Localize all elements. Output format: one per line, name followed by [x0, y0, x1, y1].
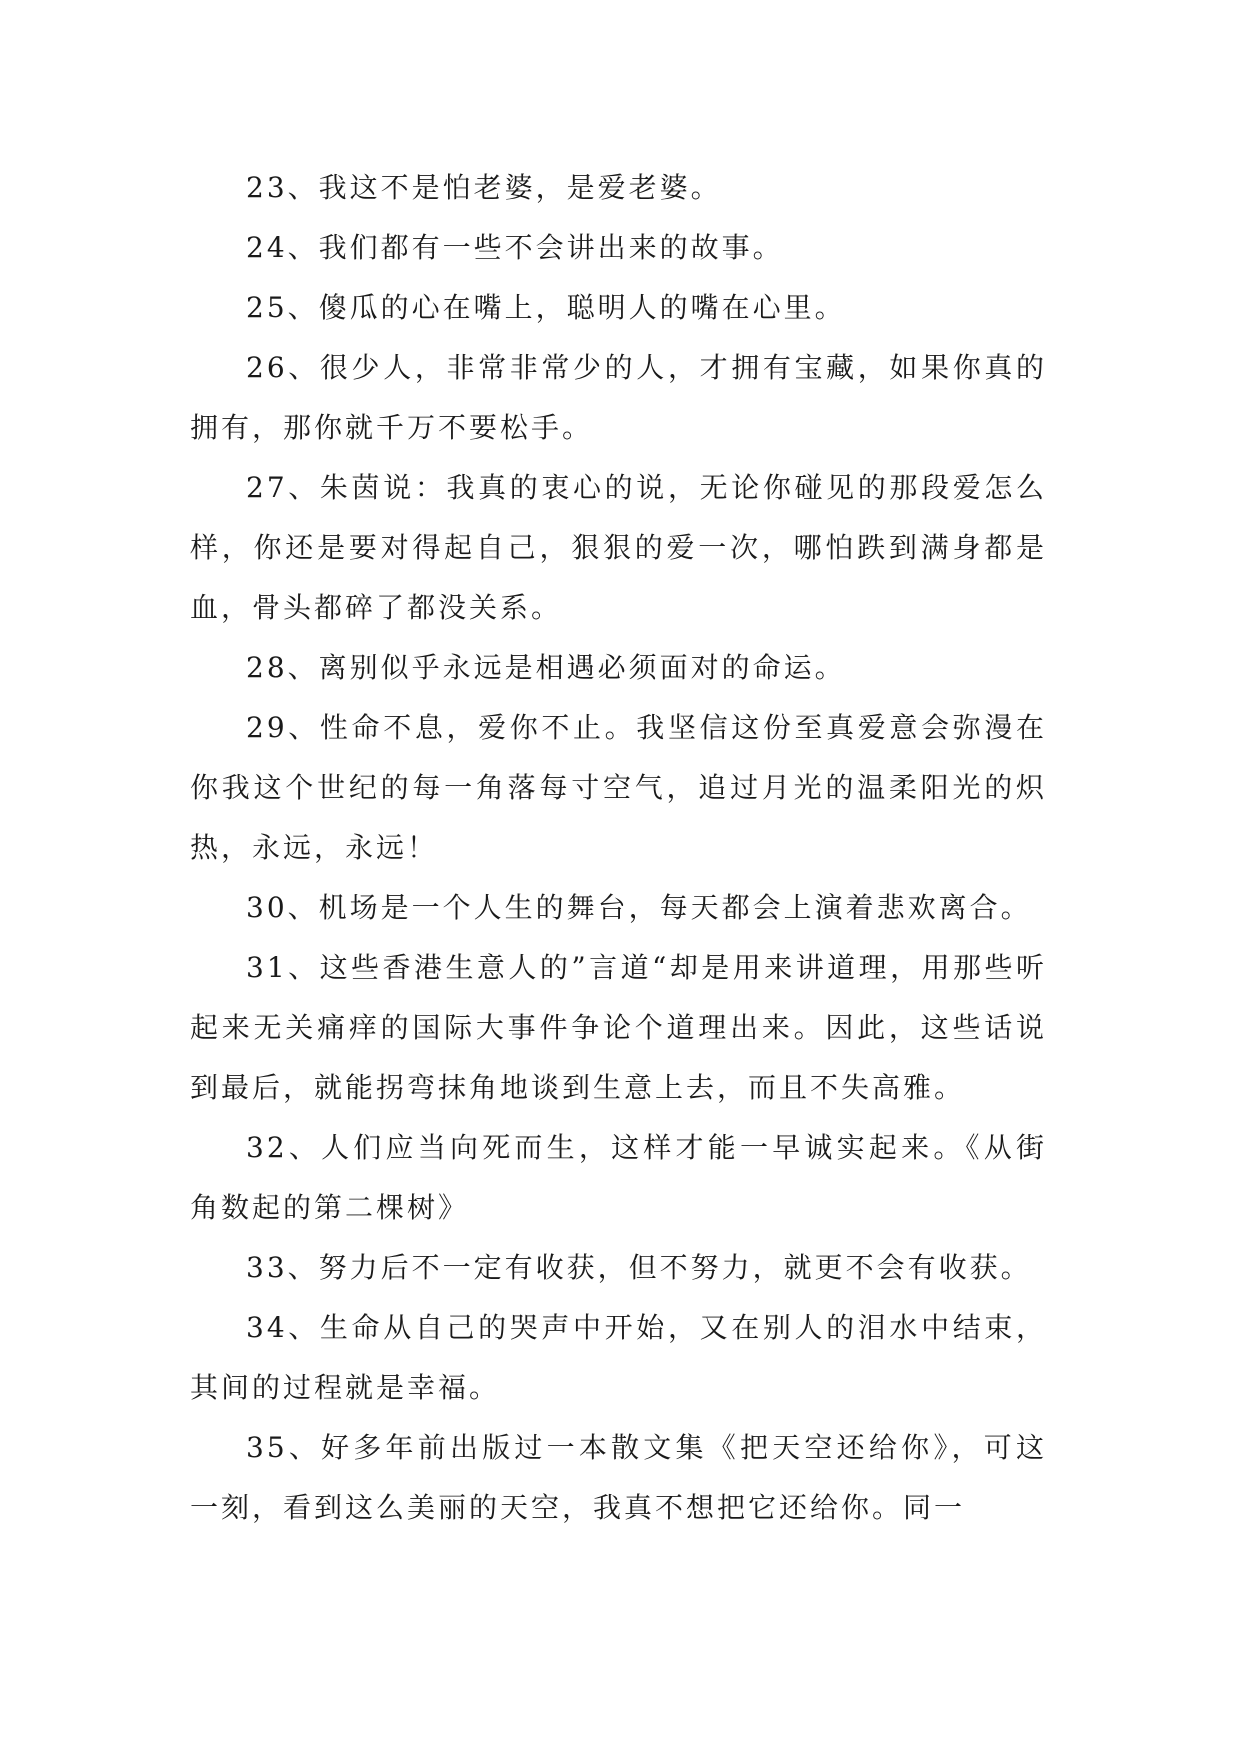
paragraph-26: 26、很少人，非常非常少的人，才拥有宝藏，如果你真的拥有，那你就千万不要松手。: [190, 351, 1047, 444]
document-page: [190, 158, 1047, 1538]
paragraph-28: 28、离别似乎永远是相遇必须面对的命运。: [246, 651, 846, 684]
paragraph-27: 27、朱茵说：我真的衷心的说，无论你碰见的那段爱怎么样，你还是要对得起自己，狠狠的爱一次，哪怕跌到满身都是血，骨头都碎了都没关系。: [190, 471, 1047, 624]
paragraph-25: 25、傻瓜的心在嘴上，聪明人的嘴在心里。: [246, 291, 846, 324]
paragraph-35: 35、好多年前出版过一本散文集《把天空还给你》，可这一刻，看到这么美丽的天空，我真不想把它还给你。同一: [190, 1431, 1047, 1524]
paragraph-34: 34、生命从自己的哭声中开始，又在别人的泪水中结束，其间的过程就是幸福。: [190, 1311, 1047, 1404]
paragraph-30: 30、机场是一个人生的舞台，每天都会上演着悲欢离合。: [246, 891, 1032, 924]
paragraph-33: 33、努力后不一定有收获，但不努力，就更不会有收获。: [246, 1251, 1032, 1284]
paragraph-32: 32、人们应当向死而生，这样才能一早诚实起来。《从街角数起的第二棵树》: [190, 1131, 1047, 1224]
paragraph-24: 24、我们都有一些不会讲出来的故事。: [246, 231, 784, 264]
paragraph-29: 29、性命不息，爱你不止。我坚信这份至真爱意会弥漫在你我这个世纪的每一角落每寸空气，追过月光的温柔阳光的炽热，永远，永远！: [190, 711, 1047, 864]
paragraph-23: 23、我这不是怕老婆，是爱老婆。: [246, 171, 722, 204]
paragraph-31: 31、这些香港生意人的”言道“却是用来讲道理，用那些听起来无关痛痒的国际大事件争论个道理出来。因此，这些话说到最后，就能拐弯抹角地谈到生意上去，而且不失高雅。: [190, 951, 1047, 1104]
